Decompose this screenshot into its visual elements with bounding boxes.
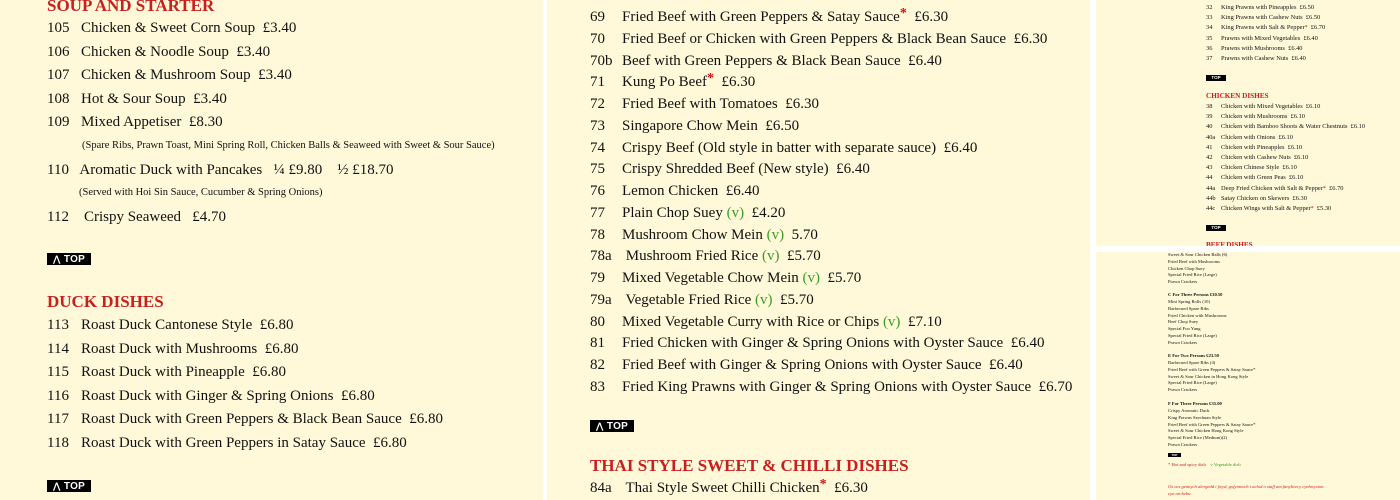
item-number: 107 <box>47 67 70 84</box>
menu-item <box>590 8 948 27</box>
menu-item <box>1206 103 1320 111</box>
item-price: £6.80 <box>373 435 407 451</box>
item-number: 106 <box>47 43 70 60</box>
menu-item <box>47 340 299 358</box>
item-name: Chicken with Pineapples <box>1221 143 1285 151</box>
item-number: 44b <box>1206 194 1216 202</box>
menu-item <box>590 30 1047 48</box>
item-name: Chicken & Noodle Soup <box>81 43 229 60</box>
menu-page-set-meals <box>1096 252 1400 500</box>
item-price: £6.10 <box>1278 133 1293 141</box>
item-price: £8.30 <box>188 114 223 131</box>
legend-vegetable: v Vegetable dish <box>1210 462 1241 467</box>
vegetable-marker: (v) <box>802 270 821 286</box>
item-name: Mushroom Fried Rice <box>622 248 759 265</box>
menu-item <box>1206 24 1325 32</box>
item-name: Roast Duck with Green Peppers & Black Bean Sauce <box>81 411 402 428</box>
set-menu-line: Special Fried Rice (Large) <box>1168 272 1217 278</box>
item-name: Chicken with Mixed Vegetables <box>1221 103 1303 110</box>
hot-spicy-icon: * <box>819 477 827 492</box>
item-price: £6.50 <box>765 117 800 134</box>
item-price: £6.10 <box>1350 123 1366 131</box>
item-number: 42 <box>1206 154 1213 161</box>
menu-item <box>590 226 818 244</box>
item-name: King Prawns with Cashew Nuts <box>1221 14 1303 22</box>
item-name: Roast Duck Cantonese Style <box>81 317 253 333</box>
triangle-up-icon: ⋀ <box>52 481 61 491</box>
set-menu-heading: C For Three Persons £30.50 <box>1168 292 1223 297</box>
item-number: 41 <box>1206 143 1213 151</box>
item-name: King Prawns with Salt & Pepper <box>1221 24 1305 32</box>
item-number: 73 <box>590 117 605 134</box>
item-number: 118 <box>47 435 69 451</box>
set-menu-line: Special Fried Rice (Large) <box>1168 333 1217 338</box>
item-price: £6.70 <box>1329 184 1344 192</box>
menu-item <box>1206 164 1297 172</box>
menu-item <box>1206 205 1331 213</box>
item-name: Chicken & Mushroom Soup <box>81 67 251 84</box>
item-number: 70b <box>590 52 613 69</box>
item-number: 80 <box>590 313 605 330</box>
item-price: £6.30 <box>1013 30 1048 47</box>
menu-item <box>47 66 292 84</box>
item-price: £5.30 <box>1316 205 1332 212</box>
item-price: £5.70 <box>787 248 821 265</box>
item-number: 116 <box>47 387 69 404</box>
item-number: 44 <box>1206 174 1213 182</box>
set-menu-line: Mini Spring Rolls (10) <box>1168 299 1210 304</box>
menu-item <box>47 316 293 334</box>
menu-item <box>590 247 821 265</box>
item-price: £6.10 <box>1287 143 1303 151</box>
item-price: £3.40 <box>193 90 227 107</box>
thai-heading: THAI STYLE SWEET & CHILLI DISHES <box>590 456 909 475</box>
menu-item <box>590 356 1023 374</box>
item-number: 32 <box>1206 4 1213 11</box>
item-name: Fried Beef or Chicken with Green Peppers & Black Bean Sauce <box>622 30 1007 47</box>
item-number: 38 <box>1206 103 1213 110</box>
vegetable-marker: (v) <box>726 204 745 221</box>
item-name: Thai Style Sweet Chilli Chicken <box>622 480 820 496</box>
item-name: Mixed Appetiser <box>81 114 182 131</box>
menu-page-soup-duck <box>0 0 543 500</box>
vegetable-marker: (v) <box>766 226 785 243</box>
hot-spicy-icon: * <box>1304 25 1308 32</box>
back-to-top-button[interactable]: ⋀ TOP <box>590 420 634 432</box>
item-price: 5.70 <box>791 226 818 243</box>
item-number: 70 <box>590 30 605 47</box>
back-to-top-button[interactable]: ⋀ TOP <box>47 480 91 492</box>
item-name: Prawns with Mushrooms <box>1221 44 1285 52</box>
item-number: 78a <box>590 248 612 265</box>
item-number: 79 <box>590 270 605 286</box>
item-name: Mushroom Chow Mein <box>622 226 763 243</box>
vegetable-marker: (v) <box>762 248 780 265</box>
item-price: £6.40 <box>989 357 1023 373</box>
item-name: Chicken & Sweet Corn Soup <box>81 20 256 36</box>
menu-item <box>47 90 227 108</box>
menu-page-beef-veg <box>547 0 1090 500</box>
set-menu-line: Special Foo Yung <box>1168 326 1201 332</box>
menu-item <box>47 387 375 405</box>
item-price: £6.40 <box>943 139 978 156</box>
item-number: 34 <box>1206 24 1213 32</box>
menu-item <box>1206 134 1293 142</box>
item-price: £6.40 <box>1291 55 1306 62</box>
item-name: Deep Fried Chicken with Salt & Pepper <box>1221 184 1323 192</box>
menu-item <box>1206 4 1314 12</box>
set-menu-line: Chicken Chop Suey <box>1168 265 1205 271</box>
item-name: Mixed Vegetable Curry with Rice or Chips <box>622 313 880 330</box>
item-name: Hot & Sour Soup <box>81 90 186 107</box>
menu-item-112: 112 Crispy Seaweed £4.70 <box>47 209 227 225</box>
item-price: £4.20 <box>751 204 786 221</box>
allergy-notice: Os oes gennych alergedd i fwyd, gofynnwch i aelod o staff am fanylion y cynhwysion cyn archebu. <box>1168 484 1324 496</box>
item-number: 83 <box>590 378 605 395</box>
item-price: £3.40 <box>236 43 271 60</box>
item-name: Crispy Shredded Beef (New style) <box>622 161 829 178</box>
item-name: Roast Duck with Pineapple <box>81 364 245 381</box>
menu-item <box>590 378 1072 396</box>
item-name: Chicken with Cashew Nuts <box>1221 154 1291 161</box>
menu-item <box>1206 123 1365 131</box>
item-number: 39 <box>1206 113 1213 121</box>
set-menu-line: King Prawns Szechuan Style <box>1168 414 1222 420</box>
item-number: 72 <box>590 96 605 112</box>
item-name: Chicken with Onions <box>1221 133 1276 141</box>
set-menu-line: Sweet & Sour Chicken in Hong Kong Style <box>1168 373 1249 379</box>
item-number: 35 <box>1206 34 1213 42</box>
item-price: £6.30 <box>914 9 949 25</box>
item-name: Crispy Beef (Old style in batter with separate sauce) <box>622 139 937 156</box>
item-price: £6.40 <box>836 161 870 178</box>
item-name: Chicken Chinese Style <box>1221 164 1280 172</box>
item-number: 33 <box>1206 14 1213 22</box>
hot-spicy-icon: * <box>899 6 907 21</box>
item-price: £6.80 <box>252 364 286 381</box>
item-number: 74 <box>590 139 605 156</box>
item-price: £6.80 <box>341 387 375 404</box>
item-number: 84a <box>590 480 612 496</box>
item-price: £6.10 <box>1305 103 1321 110</box>
item-number: 105 <box>47 20 70 36</box>
item-name: Chicken with Green Peas <box>1221 174 1286 182</box>
menu-page-prawn-chicken <box>1096 0 1400 246</box>
set-menu-line: Beef Chop Suey <box>1168 319 1199 325</box>
hot-spicy-icon: * <box>1310 206 1314 212</box>
menu-item <box>47 43 270 61</box>
soup-heading: SOUP AND STARTER <box>47 0 215 15</box>
vegetable-marker: (v) <box>882 313 901 330</box>
item-price: £6.70 <box>1310 24 1326 32</box>
item-price: £6.40 <box>1303 34 1318 42</box>
item-price: £6.30 <box>1292 194 1307 202</box>
menu-item <box>590 139 977 157</box>
set-menu-line: Barbecued Spare Ribs (4) <box>1168 360 1216 365</box>
set-menu-line: Barbecued Spare Ribs <box>1168 305 1209 311</box>
set-menu-heading: E For Two Persons £23.50 <box>1168 353 1219 358</box>
item-number: 113 <box>47 317 69 333</box>
item-number: 77 <box>590 204 605 221</box>
item-name: Satay Chicken on Skewers <box>1221 194 1290 202</box>
menu-item <box>1206 113 1305 121</box>
menu-item <box>590 479 868 498</box>
item-name: Roast Duck with Mushrooms <box>81 340 258 357</box>
item-price: £6.30 <box>721 74 756 91</box>
item-number: 115 <box>47 364 69 381</box>
back-to-top-button[interactable]: TOP <box>1206 225 1226 231</box>
item-price: £6.40 <box>908 52 942 69</box>
menu-item <box>1206 144 1302 152</box>
menu-item <box>590 182 759 200</box>
menu-item <box>590 334 1044 352</box>
note-aromatic-duck: (Served with Hoi Sin Sauce, Cucumber & Spring Onions) <box>79 187 323 198</box>
item-name: Singapore Chow Mein <box>622 117 758 134</box>
menu-item-110: 110 Aromatic Duck with Pancakes ¼ £9.80 ½ £18.70 <box>47 162 394 178</box>
item-name: Fried Beef with Ginger & Spring Onions with Oyster Sauce <box>622 357 982 373</box>
item-price: £6.40 <box>1010 335 1045 352</box>
item-price: £6.30 <box>785 96 819 112</box>
menu-item <box>47 363 286 381</box>
set-menu-line: Special Fried Rice (Medium)(2) <box>1168 435 1228 441</box>
set-menu-line: Prawn Crackers <box>1168 279 1198 285</box>
menu-item <box>1206 45 1303 53</box>
item-name: Vegetable Fried Rice <box>622 291 752 308</box>
item-number: 40a <box>1206 133 1216 141</box>
set-menu-line: Prawn Crackers <box>1168 442 1198 447</box>
item-price: £6.70 <box>1038 378 1073 395</box>
beef-heading: BEEF DISHES <box>1206 241 1253 246</box>
item-name: Fried King Prawns with Ginger & Spring Onions with Oyster Sauce <box>622 378 1032 395</box>
item-price: £6.80 <box>259 317 294 333</box>
hot-spicy-icon: * <box>1322 185 1326 192</box>
item-name: Lemon Chicken <box>622 183 719 199</box>
menu-item <box>1206 185 1343 193</box>
item-price: £6.80 <box>264 340 299 357</box>
menu-item <box>1206 55 1306 63</box>
item-price: £6.50 <box>1299 4 1315 11</box>
menu-item <box>590 117 799 135</box>
menu-item <box>1206 154 1308 162</box>
item-number: 81 <box>590 335 605 352</box>
set-menu-line: Sweet & Sour Chicken Balls (6) <box>1168 252 1228 257</box>
item-number: 44a <box>1206 184 1216 192</box>
set-menu-line: Crispy Aromatic Duck <box>1168 408 1210 413</box>
back-to-top-button[interactable]: TOP <box>1206 75 1226 81</box>
menu-item <box>590 291 814 309</box>
menu-item <box>47 113 223 131</box>
item-name: Plain Chop Suey <box>622 204 723 221</box>
item-price: £6.10 <box>1293 154 1309 161</box>
item-price: £7.10 <box>907 313 942 330</box>
item-number: 69 <box>590 9 605 25</box>
back-to-top-button[interactable]: ⋀ TOP <box>47 253 91 265</box>
menu-item <box>1206 174 1303 182</box>
item-price: £6.80 <box>409 411 443 428</box>
item-number: 78 <box>590 226 605 243</box>
item-price: £6.50 <box>1305 14 1321 22</box>
item-number: 76 <box>590 183 605 199</box>
item-name: Kung Po Beef <box>622 74 707 91</box>
note-mixed-appetiser: (Spare Ribs, Prawn Toast, Mini Spring Roll, Chicken Balls & Seaweed with Sweet & Sour Sauce) <box>82 140 495 151</box>
menu-item <box>590 204 785 222</box>
item-name: Roast Duck with Ginger & Spring Onions <box>81 387 334 404</box>
chicken-heading: CHICKEN DISHES <box>1206 92 1269 100</box>
item-number: 82 <box>590 357 605 373</box>
hot-spicy-icon: * <box>707 71 714 87</box>
menu-item <box>590 269 861 287</box>
item-number: 75 <box>590 161 605 178</box>
item-price: £6.10 <box>1282 164 1297 172</box>
menu-item <box>590 52 942 70</box>
item-price: £6.40 <box>725 183 760 199</box>
item-name: Fried Beef with Tomatoes <box>622 96 778 112</box>
item-name: Fried Beef with Green Peppers & Satay Sauce <box>622 9 900 25</box>
item-name: Chicken Wings with Salt & Pepper <box>1221 205 1311 212</box>
set-menu-line: Special Fried Rice (Large) <box>1168 380 1217 386</box>
menu-item <box>1206 195 1307 203</box>
menu-item <box>590 160 870 178</box>
item-price: £6.30 <box>834 480 868 496</box>
item-number: 36 <box>1206 44 1213 52</box>
menu-item <box>47 434 407 452</box>
item-name: Prawns with Mixed Vegetables <box>1221 34 1301 42</box>
item-name: Fried Chicken with Ginger & Spring Onions with Oyster Sauce <box>622 335 1004 352</box>
set-menu-line: Fried Chicken with Mushrooms <box>1168 312 1227 318</box>
item-price: £3.40 <box>262 20 297 36</box>
item-number: 40 <box>1206 123 1213 131</box>
legend-hot-spicy: * Hot and spicy dish <box>1168 462 1206 467</box>
menu-item <box>1206 35 1318 43</box>
triangle-up-icon: ⋀ <box>595 421 604 431</box>
item-name: Beef with Green Peppers & Black Bean Sauce <box>622 52 901 69</box>
item-number: 71 <box>590 74 605 91</box>
set-menu-line: Fried Beef with Mushrooms <box>1168 258 1220 264</box>
legend <box>1168 462 1241 467</box>
item-price: £3.40 <box>258 67 292 84</box>
item-name: Mixed Vegetable Chow Mein <box>622 270 799 286</box>
item-name: Prawns with Cashew Nuts <box>1221 55 1289 62</box>
menu-item <box>47 410 443 428</box>
vegetable-marker: (v) <box>755 291 773 308</box>
menu-item <box>590 313 942 331</box>
item-price: £6.10 <box>1290 113 1305 121</box>
triangle-up-icon: ⋀ <box>52 254 61 264</box>
item-name: Roast Duck with Green Peppers in Satay Sauce <box>81 435 366 451</box>
menu-item <box>590 95 819 113</box>
set-menu-line: Fried Beef with Green Peppers & Satay Sauce* <box>1168 366 1256 372</box>
item-price: £5.70 <box>780 291 814 308</box>
item-name: Chicken with Bamboo Shoots & Water Chestnuts <box>1221 123 1348 131</box>
set-menu-heading: F For Three Persons £35.00 <box>1168 401 1222 406</box>
set-menu-line: Prawn Crackers <box>1168 339 1198 345</box>
item-number: 108 <box>47 90 70 107</box>
item-number: 109 <box>47 114 70 131</box>
item-name: King Prawns with Pineapples <box>1221 4 1297 11</box>
item-name: Chicken with Mushrooms <box>1221 113 1288 121</box>
set-menu-line: Fried Beef with Green Peppers & Satay Sauce* <box>1168 421 1256 427</box>
menu-item <box>47 19 296 37</box>
item-price: £6.10 <box>1288 174 1304 182</box>
item-price: £5.70 <box>827 270 862 286</box>
duck-heading: DUCK DISHES <box>47 292 164 311</box>
item-number: 37 <box>1206 55 1213 62</box>
item-number: 117 <box>47 411 69 428</box>
menu-item <box>1206 14 1320 22</box>
set-menu-line: Prawn Crackers <box>1168 387 1198 393</box>
item-number: 44c <box>1206 205 1216 212</box>
item-number: 43 <box>1206 164 1213 172</box>
back-to-top-button[interactable]: TOP <box>1168 453 1181 457</box>
menu-item <box>590 73 755 92</box>
item-number: 114 <box>47 340 69 357</box>
set-menu-line: Sweet & Sour Chicken Hong Kong Style <box>1168 428 1244 434</box>
item-price: £6.40 <box>1288 44 1303 52</box>
item-number: 79a <box>590 291 612 308</box>
